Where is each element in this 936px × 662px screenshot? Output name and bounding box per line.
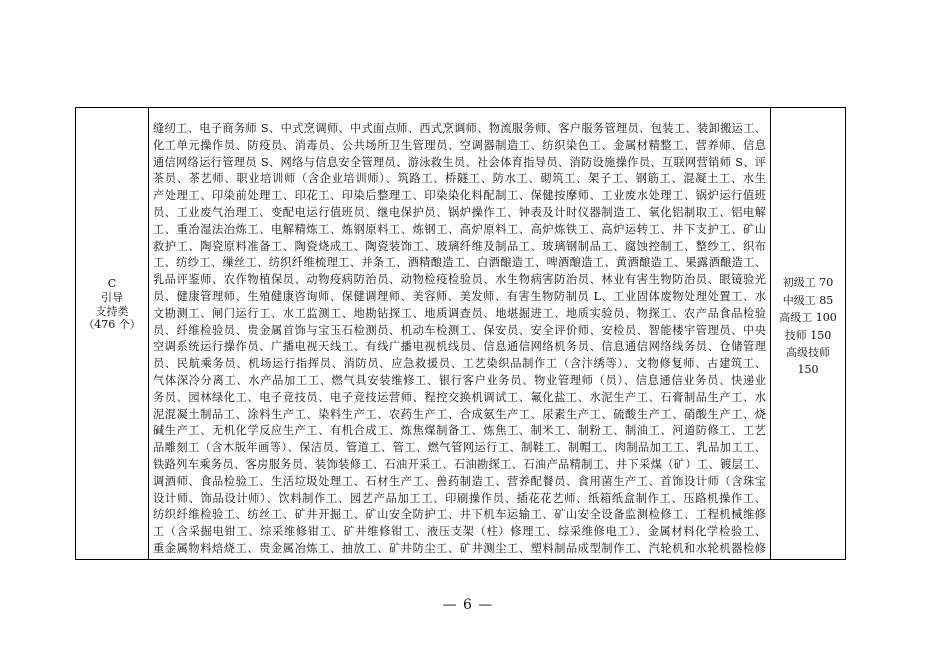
- subsidy-line: 高级技师: [786, 345, 830, 359]
- occupation-line: 铁路列车乘务员、客房服务员、装饰装修工、石油开采工、石油勘探工、石油产品精制工、井下采煤（矿）工、镀层工、: [153, 457, 766, 471]
- occupation-line: 设计师、饰品设计师）、饮料制作工、园艺产品加工工、印刷操作员、插花花艺师、纸箱纸盒制作工、压路机操作工、: [153, 491, 766, 505]
- occupation-line: 泥混凝土制品工、涂料生产工、染料生产工、农药生产工、合成氨生产工、尿素生产工、硫酸生产工、硝酸生产工、烧: [153, 407, 766, 421]
- occupation-line: 救护工、陶瓷原料准备工、陶瓷烧成工、陶瓷装饰工、玻璃纤维及制品工、玻璃钢制品工、腐蚀控制工、整纱工、织布: [153, 239, 766, 253]
- occupation-line: 缝纫工、电子商务师 S、中式烹调师、中式面点师、西式烹调师、物流服务师、客户服务管理员、包装工、装卸搬运工、: [153, 122, 766, 135]
- subsidy-cell: [771, 108, 845, 559]
- occupation-subsidy-table: [75, 107, 846, 560]
- occupation-line: 工、纺纱工、缫丝工、纺织纤维梳理工、并条工、酒精酿造工、白酒酿造工、啤酒酿造工、黄酒酿造工、果露酒酿造工、: [153, 256, 766, 270]
- occupation-line: 碱生产工、无机化学反应生产工、有机合成工、炼焦煤制备工、炼焦工、制米工、制粉工、制油工、河道防修工、工艺: [153, 424, 766, 438]
- occupation-line: 工（含采掘电钳工、综采维修钳工、矿井维修钳工、液压支架（柱）修理工、综采维修电工）、金属材料化学检验工、: [153, 525, 766, 539]
- occupation-line: 产处理工、印染前处理工、印花工、印染后整理工、印染染化料配制工、保健按摩师、工业废水处理工、锅炉运行值班: [153, 189, 766, 203]
- subsidy-line: 150: [797, 363, 819, 377]
- occupation-line: 品雕刻工（含木版年画等）、保洁员、管道工、管工、燃气管网运行工、制鞋工、制帽工、肉制品加工工、乳品加工工、: [153, 441, 766, 455]
- category-label-line: 支持类: [95, 304, 129, 318]
- occupation-line: 通信网络运行管理员 S、网络与信息安全管理员、游泳救生员、社会体育指导员、消防设施操作员、互联网营销师 S、评: [153, 155, 766, 169]
- category-count: （476 个）: [83, 318, 141, 332]
- occupation-line: 乳品评鉴师、农作物植保员、动物疫病防治员、动物检疫检验员、水生物病害防治员、林业有害生物防治员、眼镜验光: [153, 273, 766, 287]
- subsidy-line: 初级工 70: [782, 276, 834, 290]
- category-cell: [76, 108, 149, 559]
- occupation-line: 务员、园林绿化工、电子竞技员、电子竞技运营师、程控交换机调试工、氟化盐工、水泥生产工、石膏制品生产工、水: [153, 390, 766, 404]
- occupation-line: 气体深冷分离工、水产品加工工、燃气具安装维修工、银行客户业务员、物业管理师（员）、信息通信业务员、快递业: [153, 373, 766, 387]
- occupation-line: 员、工业废气治理工、变配电运行值班员、继电保护员、锅炉操作工、钟表及计时仪器制造工、氧化铝制取工、铝电解: [153, 205, 766, 219]
- occupation-line: 员、纤维检验员、贵金属首饰与宝玉石检测员、机动车检测工、保安员、安全评价师、安检员、智能楼宇管理员、中央: [153, 323, 766, 337]
- subsidy-line: 高级工 100: [779, 311, 837, 325]
- category-label-line: 引导: [101, 290, 123, 304]
- occupation-line: 员、民航乘务员、机场运行指挥员、消防员、应急救援员、工艺染织品制作工（含汴绣等）、文物修复师、古建筑工、: [153, 357, 766, 371]
- occupation-line: 茶员、茶艺师、职业培训师（含企业培训师）、筑路工、桥隧工、防水工、砌筑工、架子工、钢筋工、混凝土工、水生: [153, 172, 766, 186]
- subsidy-line: 中级工 85: [782, 293, 834, 307]
- subsidy-line: 技师 150: [784, 328, 832, 342]
- occupation-line: 空调系统运行操作员、广播电视天线工、有线广播电视机线员、信息通信网络机务员、信息通信网络线务员、仓储管理: [153, 340, 766, 354]
- occupation-line: 员、健康管理师、生殖健康咨询师、保健调理师、美容师、美发师、有害生物防制员 L、工业固体废物处理处置工、水: [153, 289, 766, 303]
- page-number: — 6 —: [442, 597, 494, 613]
- occupation-line: 工、重冶湿法冶炼工、电解精炼工、炼钢原料工、炼钢工、高炉原料工、高炉炼铁工、高炉运转工、井下支护工、矿山: [153, 222, 766, 236]
- category-code: C: [107, 277, 117, 291]
- occupation-line: 化工单元操作员、防疫员、消毒员、公共场所卫生管理员、空调器制造工、纺织染色工、金属材精整工、营养师、信息: [153, 138, 766, 152]
- occupation-line: 文勘测工、闸门运行工、水工监测工、地勘钻探工、地质调查员、地堪掘进工、地质实验员、物探工、农产品食品检验: [153, 306, 766, 320]
- occupation-line: 调酒师、食品检验工、生活垃圾处理工、石材生产工、兽药制造工、营养配餐员、食用菌生产工、首饰设计师（含珠宝: [153, 474, 766, 488]
- occupation-line: 纺织纤维检验工、纺丝工、矿井开掘工、矿山安全防护工、井下机车运输工、矿山安全设备监测检修工、工程机械维修: [153, 508, 766, 522]
- occupation-line: 重金属物料焙烧工、贵金属冶炼工、抽放工、矿井防尘工、矿井测尘工、塑料制品成型制作工、汽轮机和水轮机器检修: [153, 541, 766, 555]
- occupation-list-cell: [149, 108, 771, 559]
